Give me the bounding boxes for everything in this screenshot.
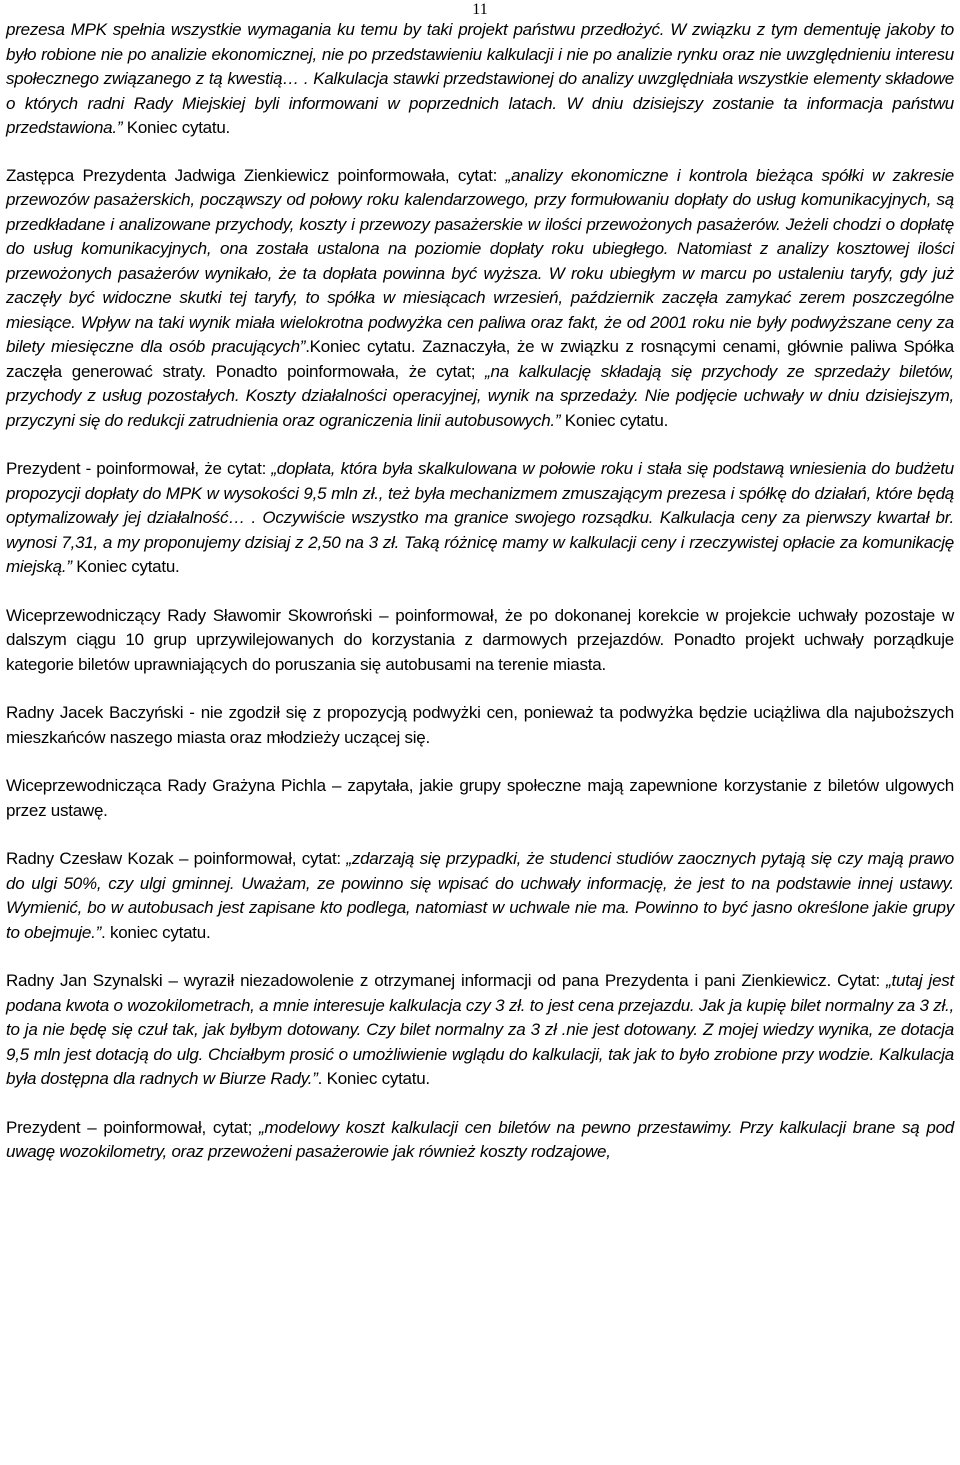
- paragraph: [6, 604, 954, 678]
- text-run: . koniec cytatu.: [101, 922, 211, 942]
- paragraph: [6, 847, 954, 945]
- quoted-text: „dopłata, która była skalkulowana w połowie roku i stała się podstawą wniesienia do budżetu propozycji dopłaty do MPK w wysokości 9,5 mln zł., też była mechanizmem zmuszającym prezesa i spółkę do działań, które będą optymalizowały jej działalność… . Oczywiście wszystko ma granice swojego rozsądku. Kalkulacja ceny za pierwszy kwartał br. wynosi 7,31, a my proponujemy dzisiaj z 2,50 na 3 zł. Taką różnicę mamy w kalkulacji ceny i rzeczywistej opłacie za komunikację miejską.”: [6, 459, 954, 576]
- text-run: Radny Jacek Baczyński - nie zgodził się z propozycją podwyżki cen, ponieważ ta podwyżka będzie uciążliwa dla najuboższych mieszkańców naszego miasta oraz młodzieży uczącej się.: [6, 703, 954, 747]
- quoted-text: „tutaj jest podana kwota o wozokilometrach, a mnie interesuje kalkulacja czy 3 zł. to jest cena przejazdu. Jak ja kupię bilet normalny za 3 zł., to ja nie będę się czuł tak, jak byłbym dotowany. Czy bilet normalny za 3 zł .nie jest dotowany. Z mojej wiedzy wynika, ze dotacja 9,5 mln jest dotacją do ulg. Chciałbym prosić o umożliwienie wglądu do kalkulacji, tak jak to było zrobione przy wodzie. Kalkulacja była dostępna dla radnych w Biurze Rady.”: [6, 971, 954, 1088]
- page-number: 11: [472, 1, 488, 18]
- quoted-text: „na kalkulację składają się przychody ze sprzedaży biletów, przychody z usług pozostałych. Koszty działalności operacyjnej, wynik na sprzedaży. Nie podjęcie uchwały w dniu dzisiejszym, przyczyni się do redukcji zatrudnienia oraz ograniczenia linii autobusowych.”: [6, 361, 954, 430]
- text-run: Zastępca Prezydenta Jadwiga Zienkiewicz poinformowała, cytat:: [6, 165, 506, 185]
- text-run: Wiceprzewodniczący Rady Sławomir Skowroński – poinformował, że po dokonanej korekcie w projekcie uchwały pozostaje w dalszym ciągu 10 grup uprzywilejowanych do korzystania z darmowych przejazdów. Ponadto projekt uchwały porządkuje kategorie biletów uprawniających do poruszania się autobusami na terenie miasta.: [6, 605, 954, 674]
- paragraph: [6, 18, 954, 141]
- paragraph: [6, 969, 954, 1092]
- text-run: Koniec cytatu.: [560, 410, 669, 430]
- text-run: Prezydent - poinformował, że cytat:: [6, 459, 272, 478]
- paragraph: [6, 701, 954, 750]
- quoted-text: prezesa MPK spełnia wszystkie wymagania ku temu by taki projekt państwu przedłożyć. W związku z tym dementuję jakoby to było robione nie po analizie ekonomicznej, nie po przedstawieniu kalkulacji i nie po analizie rynku oraz nie uwzględnieniu interesu społecznego związanego z tą kwestią… . Kalkulacja stawki przedstawionej do analizy uwzględniała wszystkie elementy składowe o których radni Rady Miejskiej byli informowani w poprzednich latach. W dniu dzisiejszy zostanie ta informacja państwu przedstawiona.”: [6, 20, 954, 137]
- paragraph: [6, 774, 954, 823]
- text-run: Koniec cytatu.: [71, 557, 180, 576]
- quoted-text: „analizy ekonomiczne i kontrola bieżąca spółki w zakresie przewozów pasażerskich, począwszy od połowy roku kalendarzowego, przy formułowaniu dopłaty do usług komunikacyjnych, są przedkładane i analizowane przychody, koszty i przewozy pasażerskie w ilości przewożonych pasażerów. Jeżeli chodzi o dopłatę do usług komunikacyjnych, ona została ustalona na poziomie dopłaty roku ubiegłego. Natomiast z analizy kosztowej ilości przewożonych pasażerów wynikało, że ta dopłata powinna być wyższa. W roku ubiegłym w marcu po ustaleniu taryfy, gdy już zaczęły być widoczne skutki tej taryfy, to spółka w miesiącach wrzesień, październik zaczęła zamykać zerem poszczególne miesiące. Wpływ na taki wynik miała wielokrotna podwyżka cen paliwa oraz fakt, że od 2001 roku nie były podwyższane ceny za bilety miesięczne dla osób pracujących”: [6, 165, 954, 356]
- quoted-text: „modelowy koszt kalkulacji cen biletów na pewno przestawimy. Przy kalkulacji brane są pod uwagę wozokilometry, oraz przewożeni pasażerowie jak również koszty rodzajowe,: [6, 1117, 955, 1161]
- text-run: .Koniec cytatu. Zaznaczyła, że w związku z rosnącymi cenami, głównie paliwa Spółka zaczęła generować straty. Ponadto poinformowała, że cytat;: [6, 337, 954, 381]
- text-run: . Koniec cytatu.: [317, 1069, 430, 1088]
- paragraph: [6, 1116, 954, 1165]
- text-run: Prezydent – poinformował, cytat;: [6, 1117, 259, 1137]
- text-run: Radny Jan Szynalski – wyraził niezadowolenie z otrzymanej informacji od pana Prezydenta i pani Zienkiewicz. Cytat:: [6, 971, 887, 990]
- text-run: Radny Czesław Kozak – poinformował, cytat:: [6, 849, 347, 868]
- paragraph: [6, 457, 954, 580]
- paragraph: [6, 164, 954, 434]
- quoted-text: „zdarzają się przypadki, że studenci studiów zaocznych pytają się czy mają prawo do ulgi 50%, czy ulgi gminnej. Uważam, ze powinno się wpisać do uchwały informację, że jest to na podstawie innej ustawy. Wymienić, bo w autobusach jest zapisane kto podlega, natomiast w uchwale nie ma. Powinno to być jasno określone jakie grupy to obejmuje.”: [6, 849, 955, 942]
- text-run: Wiceprzewodnicząca Rady Grażyna Pichla – zapytała, jakie grupy społeczne mają zapewnione korzystanie z biletów ulgowych przez ustawę.: [6, 776, 954, 820]
- text-run: Koniec cytatu.: [122, 118, 231, 137]
